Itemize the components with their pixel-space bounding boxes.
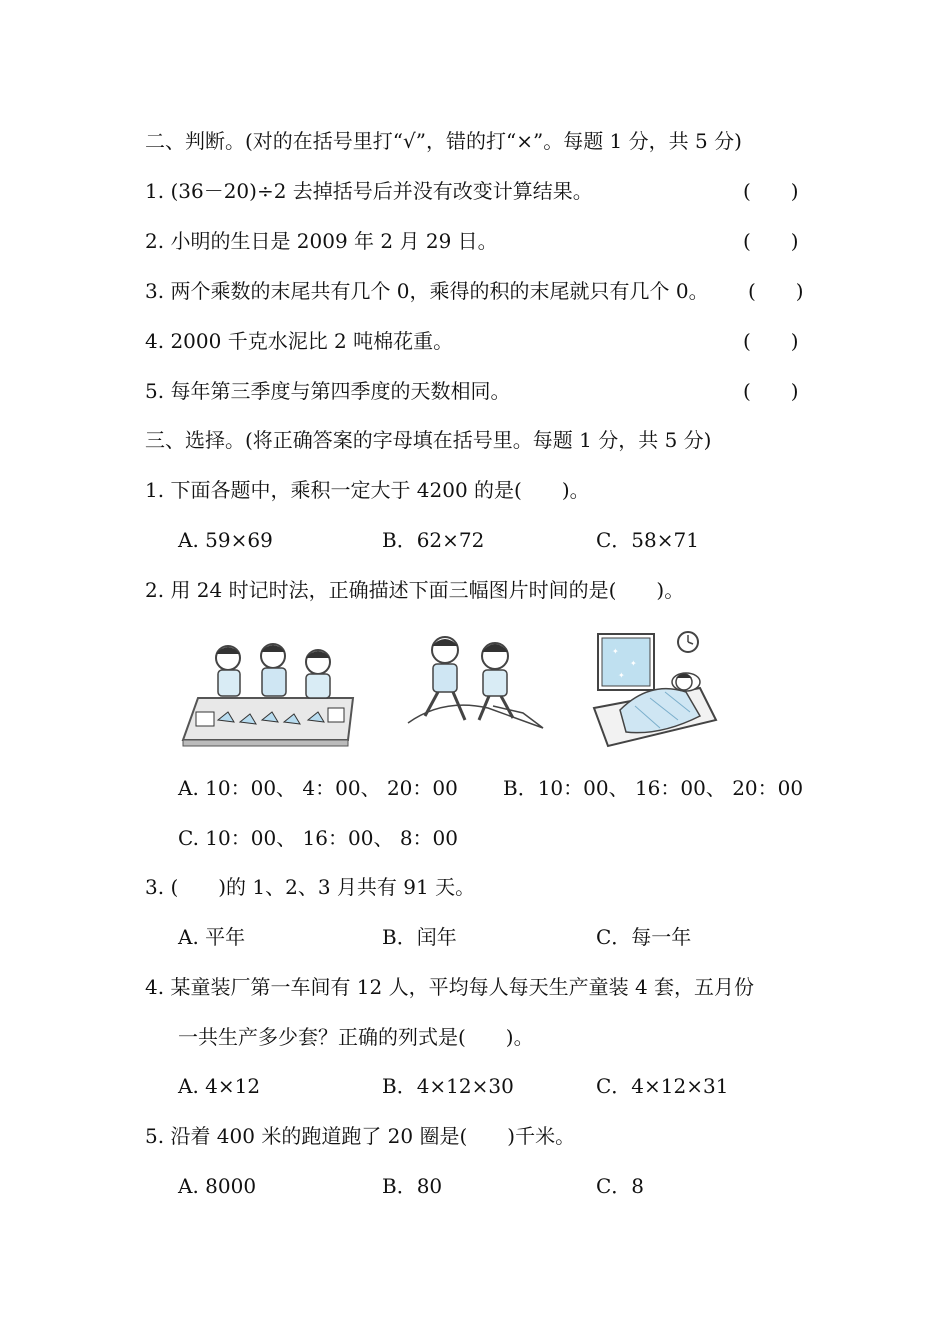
judge-item-3: 3. 两个乘数的末尾共有几个 0，乘得的积的末尾就只有几个 0。: [145, 279, 709, 303]
svg-text:✦: ✦: [618, 671, 625, 680]
q4-option-c[interactable]: C．4×12×31: [596, 1074, 729, 1098]
q1-option-b[interactable]: B．62×72: [382, 528, 485, 552]
q1-option-c[interactable]: C．58×71: [596, 528, 699, 552]
answer-blank-1[interactable]: ( ): [743, 179, 799, 203]
judge-item-4: 4. 2000 千克水泥比 2 吨棉花重。: [145, 329, 454, 353]
answer-blank-3[interactable]: ( ): [748, 279, 804, 303]
picture-running: [403, 628, 548, 738]
q5-stem: 5. 沿着 400 米的跑道跑了 20 圈是( )千米。: [145, 1124, 576, 1148]
q2-option-c[interactable]: C. 10：00、 16：00、 8：00: [178, 826, 458, 850]
q4-stem-line1: 4. 某童装厂第一车间有 12 人，平均每人每天生产童装 4 套，五月份: [145, 975, 755, 999]
q5-option-c[interactable]: C．8: [596, 1174, 645, 1198]
choice-heading: 三、选择。(将正确答案的字母填在括号里。每题 1 分，共 5 分): [145, 428, 712, 452]
picture-paper-cranes: [178, 628, 368, 748]
judge-item-1: 1. (36－20)÷2 去掉括号后并没有改变计算结果。: [145, 179, 593, 203]
q4-option-b[interactable]: B．4×12×30: [382, 1074, 514, 1098]
judge-item-5: 5. 每年第三季度与第四季度的天数相同。: [145, 379, 511, 403]
q4-option-a[interactable]: A. 4×12: [178, 1074, 261, 1098]
svg-text:✦: ✦: [612, 647, 619, 656]
judge-item-2: 2. 小明的生日是 2009 年 2 月 29 日。: [145, 229, 498, 253]
q5-option-a[interactable]: A. 8000: [178, 1174, 257, 1198]
q3-option-b[interactable]: B．闰年: [382, 925, 457, 949]
picture-sleeping: [590, 628, 720, 753]
answer-blank-4[interactable]: ( ): [743, 329, 799, 353]
q2-option-a[interactable]: A. 10：00、 4：00、 20：00: [178, 776, 458, 800]
q5-option-b[interactable]: B．80: [382, 1174, 443, 1198]
q2-stem: 2. 用 24 时记时法，正确描述下面三幅图片时间的是( )。: [145, 578, 685, 602]
q1-stem: 1. 下面各题中，乘积一定大于 4200 的是( )。: [145, 478, 590, 502]
q3-stem: 3. ( )的 1、2、3 月共有 91 天。: [145, 875, 476, 899]
svg-text:✦: ✦: [630, 659, 637, 668]
answer-blank-2[interactable]: ( ): [743, 229, 799, 253]
q3-option-c[interactable]: C．每一年: [596, 925, 692, 949]
answer-blank-5[interactable]: ( ): [743, 379, 799, 403]
q3-option-a[interactable]: A. 平年: [178, 925, 246, 949]
q1-option-a[interactable]: A. 59×69: [178, 528, 273, 552]
q4-stem-line2: 一共生产多少套？正确的列式是( )。: [178, 1025, 534, 1049]
judge-heading: 二、判断。(对的在括号里打“√”，错的打“×”。每题 1 分，共 5 分): [145, 129, 742, 153]
q2-option-b[interactable]: B．10：00、 16：00、 20：00: [503, 776, 804, 800]
